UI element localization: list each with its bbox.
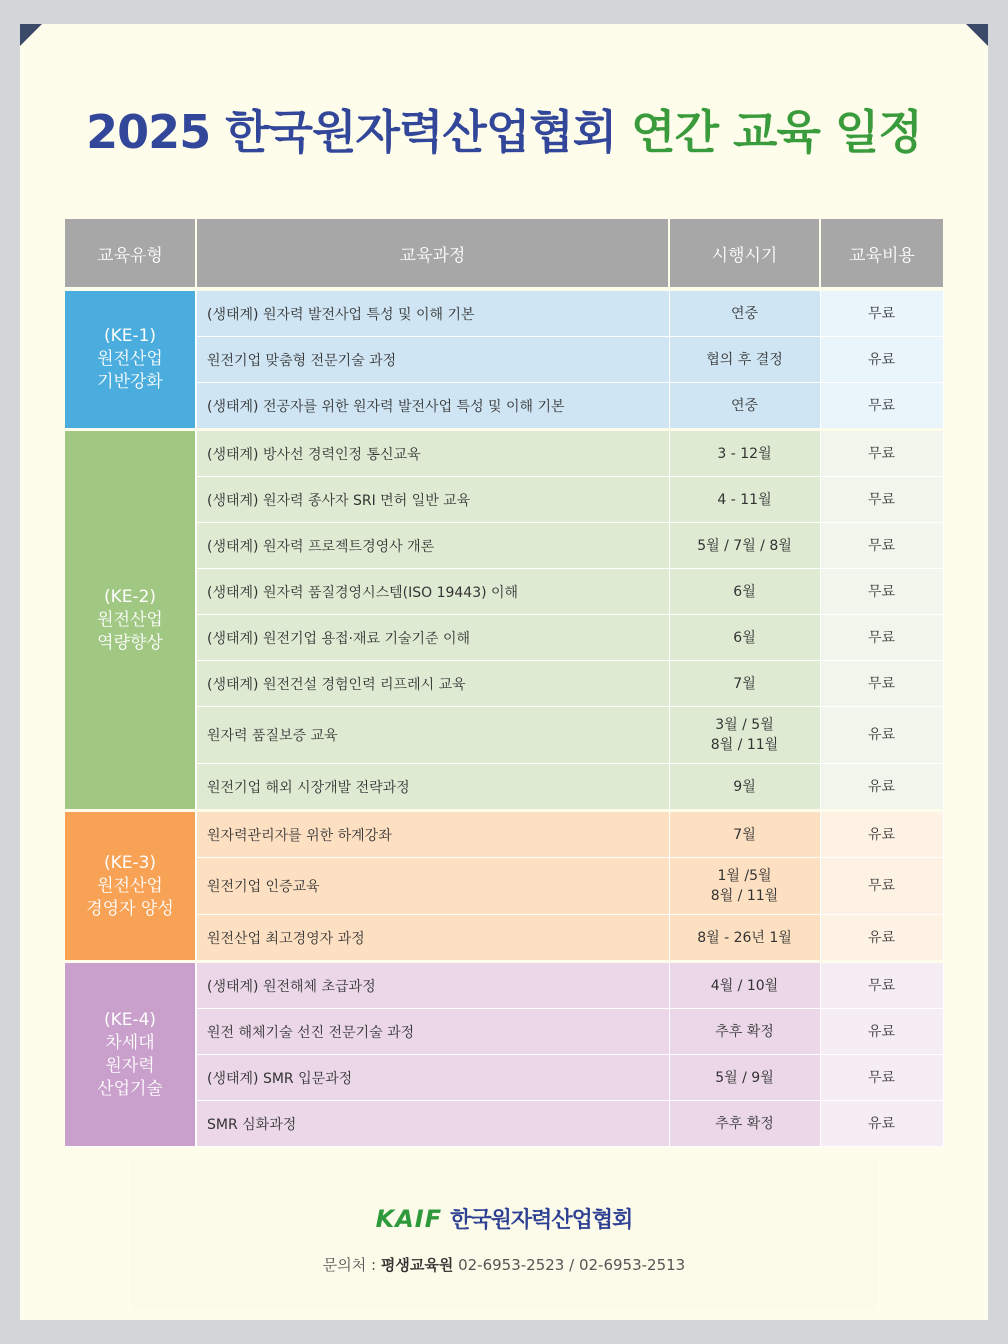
schedule-table	[65, 219, 944, 1147]
category-name-line: 차세대	[105, 1032, 155, 1053]
period-line: 7월	[733, 675, 756, 692]
period-line: 6월	[733, 629, 756, 646]
period-line: 연중	[730, 397, 759, 414]
course-fee: 유료	[820, 764, 943, 811]
course-fee: 무료	[820, 569, 943, 615]
title-highlight: 연간 교육 일정	[631, 105, 922, 159]
logo-name: 한국원자력산업협회	[450, 1208, 633, 1233]
table-row	[65, 337, 943, 383]
category-code: (KE-4)	[103, 1009, 157, 1030]
category-code: (KE-1)	[103, 326, 157, 346]
header-period: 시행시기	[669, 219, 820, 289]
header-fee: 교육비용	[820, 219, 943, 289]
course-name: (생태계) SMR 입문과정	[196, 1055, 669, 1101]
course-period	[669, 569, 820, 615]
course-name: 원자력 품질보증 교육	[196, 707, 669, 764]
table-row	[65, 858, 943, 915]
table-row	[65, 764, 943, 811]
course-fee: 무료	[820, 289, 943, 337]
course-fee: 유료	[820, 337, 943, 383]
category-cell	[65, 962, 196, 1147]
period-line: 3 - 12월	[717, 445, 772, 462]
period-line: 7월	[733, 826, 756, 843]
course-name: (생태계) 원자력 종사자 SRI 면허 일반 교육	[196, 477, 669, 523]
course-period	[669, 477, 820, 523]
category-name-line: 원전산업	[97, 349, 163, 369]
period-line: 추후 확정	[715, 1115, 774, 1132]
category-cell	[65, 430, 196, 811]
table-row	[65, 289, 943, 337]
table-row	[65, 1055, 943, 1101]
category-name-line: 산업기술	[97, 1078, 163, 1099]
course-period	[669, 858, 820, 915]
course-fee: 무료	[820, 1055, 943, 1101]
course-period	[669, 337, 820, 383]
header-type: 교육유형	[65, 219, 196, 289]
course-name: 원자력관리자를 위한 하계강좌	[196, 811, 669, 858]
period-line: 6월	[733, 583, 756, 600]
logo-mark: KAIF	[375, 1205, 443, 1233]
period-line: 4 - 11월	[717, 491, 772, 508]
course-fee: 무료	[820, 477, 943, 523]
course-name: 원전기업 인증교육	[196, 858, 669, 915]
period-line: 8월 - 26년 1월	[697, 929, 792, 946]
course-fee: 무료	[820, 661, 943, 707]
period-line: 8월 / 11월	[710, 888, 779, 904]
course-fee: 유료	[820, 915, 943, 962]
course-name: (생태계) 원전기업 용접·재료 기술기준 이해	[196, 615, 669, 661]
period-line: 협의 후 결정	[706, 351, 783, 368]
contact-dept: 평생교육원	[380, 1256, 454, 1274]
course-period	[669, 1009, 820, 1055]
course-fee: 유료	[820, 707, 943, 764]
table-row	[65, 915, 943, 962]
course-fee: 무료	[820, 858, 943, 915]
category-name-line: 역량향상	[97, 632, 163, 653]
category-code: (KE-3)	[103, 852, 157, 873]
course-period	[669, 615, 820, 661]
period-line: 5월 / 7월 / 8월	[697, 537, 792, 554]
course-fee: 유료	[820, 1009, 943, 1055]
course-fee: 유료	[820, 1101, 943, 1147]
course-name: 원전기업 맞춤형 전문기술 과정	[196, 337, 669, 383]
page-title	[0, 96, 1008, 162]
course-name: 원전 해체기술 선진 전문기술 과정	[196, 1009, 669, 1055]
table-row	[65, 569, 943, 615]
category-name-line: 기반강화	[97, 372, 163, 392]
period-line: 5월 / 9월	[715, 1069, 774, 1086]
course-period	[669, 915, 820, 962]
course-period	[669, 430, 820, 477]
table-header-row	[65, 219, 943, 289]
table-row	[65, 383, 943, 430]
course-fee: 무료	[820, 523, 943, 569]
course-fee: 무료	[820, 615, 943, 661]
contact-label: 문의처 :	[322, 1256, 377, 1274]
table-row	[65, 661, 943, 707]
course-fee: 무료	[820, 383, 943, 430]
category-cell	[65, 289, 196, 430]
category-cell	[65, 811, 196, 962]
category-name-line: 원자력	[105, 1055, 155, 1076]
table-row	[65, 615, 943, 661]
period-line: 1월 /5월	[717, 868, 772, 884]
contact-phones: 02-6953-2523 / 02-6953-2513	[458, 1256, 686, 1274]
corner-fold-left	[20, 24, 42, 46]
org-logo	[0, 1203, 1008, 1234]
course-name: (생태계) 원자력 프로젝트경영사 개론	[196, 523, 669, 569]
course-name: (생태계) 원자력 품질경영시스템(ISO 19443) 이해	[196, 569, 669, 615]
course-fee: 무료	[820, 430, 943, 477]
table-row	[65, 1101, 943, 1147]
category-code: (KE-2)	[103, 586, 157, 607]
footer-panel	[130, 1160, 878, 1310]
category-name-line: 원전산업	[97, 875, 163, 896]
schedule-body	[65, 289, 943, 1147]
table-row	[65, 430, 943, 477]
contact-info	[0, 1254, 1008, 1275]
course-name: (생태계) 방사선 경력인정 통신교육	[196, 430, 669, 477]
period-line: 연중	[730, 305, 759, 322]
category-name-line: 원전산업	[97, 609, 163, 630]
table-row	[65, 962, 943, 1009]
table-row	[65, 1009, 943, 1055]
period-line: 9월	[733, 778, 756, 795]
course-name: 원전산업 최고경영자 과정	[196, 915, 669, 962]
course-period	[669, 764, 820, 811]
course-period	[669, 707, 820, 764]
period-line: 3월 / 5월	[715, 717, 774, 733]
course-period	[669, 962, 820, 1009]
period-line: 8월 / 11월	[710, 737, 779, 753]
header-course: 교육과정	[196, 219, 669, 289]
period-line: 추후 확정	[715, 1023, 774, 1040]
table-row	[65, 811, 943, 858]
course-period	[669, 811, 820, 858]
category-name-line: 경영자 양성	[86, 898, 174, 919]
course-fee: 유료	[820, 811, 943, 858]
course-name: (생태계) 원자력 발전사업 특성 및 이해 기본	[196, 289, 669, 337]
course-fee: 무료	[820, 962, 943, 1009]
course-period	[669, 1101, 820, 1147]
period-line: 4월 / 10월	[710, 977, 779, 994]
course-period	[669, 523, 820, 569]
course-period	[669, 383, 820, 430]
title-main: 2025 한국원자력산업협회	[86, 105, 617, 159]
table-row	[65, 523, 943, 569]
course-name: (생태계) 전공자를 위한 원자력 발전사업 특성 및 이해 기본	[196, 383, 669, 430]
course-name: (생태계) 원전해체 초급과정	[196, 962, 669, 1009]
table-row	[65, 477, 943, 523]
course-period	[669, 1055, 820, 1101]
course-period	[669, 661, 820, 707]
corner-fold-right	[966, 24, 988, 46]
table-row	[65, 707, 943, 764]
course-name: SMR 심화과정	[196, 1101, 669, 1147]
course-name: (생태계) 원전건설 경험인력 리프레시 교육	[196, 661, 669, 707]
course-name: 원전기업 해외 시장개발 전략과정	[196, 764, 669, 811]
course-period	[669, 289, 820, 337]
